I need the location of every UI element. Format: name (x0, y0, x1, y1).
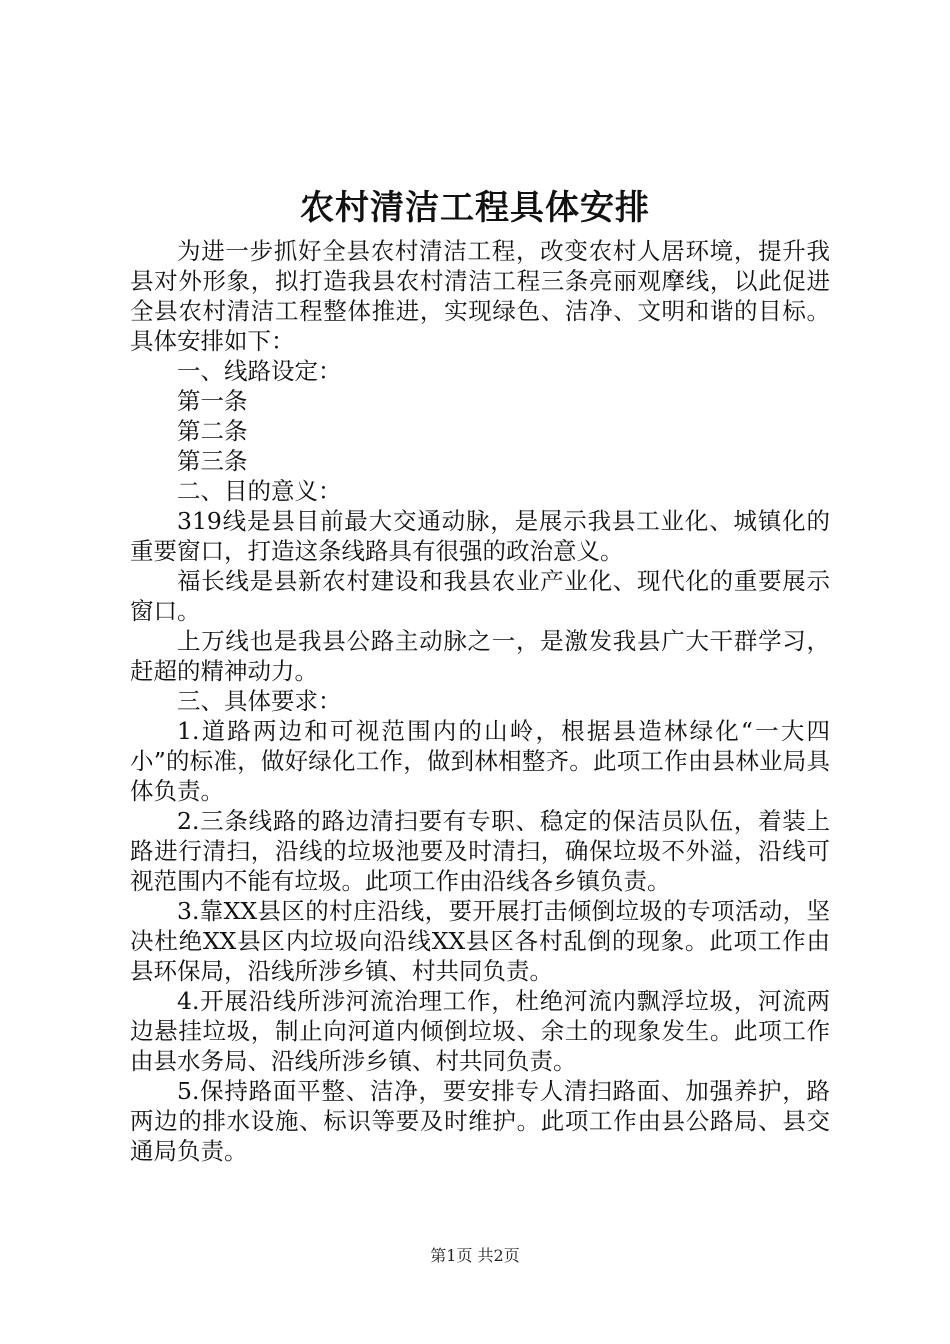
route-item-1: 第一条 (177, 387, 248, 415)
requirement-item-2: 2.三条线路的路边清扫要有专职、稳定的保洁员队伍，着装上路进行清扫，沿线的垃圾池要及时清扫，确保垃圾不外溢，沿线可视范围内不能有垃圾。此项工作由沿线各乡镇负责。 (130, 807, 830, 895)
requirement-item-1: 1.道路两边和可视范围内的山岭，根据县造林绿化“一大四小”的标准，做好绿化工作，做到林相整齐。此项工作由县林业局具体负责。 (130, 717, 830, 805)
document-title: 农村清洁工程具体安排 (300, 188, 650, 228)
purpose-paragraph-fuchang: 福长线是县新农村建设和我县农业产业化、现代化的重要展示窗口。 (130, 567, 830, 625)
section-heading-requirements: 三、具体要求： (177, 687, 342, 715)
route-item-3: 第三条 (177, 447, 248, 475)
requirement-item-4: 4.开展沿线所涉河流治理工作，杜绝河流内飘浮垃圾，河流两边悬挂垃圾，制止向河道内倾倒垃圾、余土的现象发生。此项工作由县水务局、沿线所涉乡镇、村共同负责。 (130, 987, 830, 1075)
page-footer: 第1页 共2页 (430, 1246, 520, 1265)
document-body (130, 236, 830, 1166)
requirement-item-5: 5.保持路面平整、洁净，要安排专人清扫路面、加强养护，路两边的排水设施、标识等要及时维护。此项工作由县公路局、县交通局负责。 (130, 1077, 830, 1165)
intro-paragraph: 为进一步抓好全县农村清洁工程，改变农村人居环境，提升我县对外形象，拟打造我县农村清洁工程三条亮丽观摩线，以此促进全县农村清洁工程整体推进，实现绿色、洁净、文明和谐的目标。具体安排如下： (130, 237, 830, 355)
requirement-item-3: 3.靠XX县区的村庄沿线，要开展打击倾倒垃圾的专项活动，坚决杜绝XX县区内垃圾向沿线XX县区各村乱倒的现象。此项工作由县环保局，沿线所涉乡镇、村共同负责。 (130, 897, 830, 985)
section-heading-route: 一、线路设定： (177, 357, 342, 385)
section-heading-purpose: 二、目的意义： (177, 477, 342, 505)
route-item-2: 第二条 (177, 417, 248, 445)
purpose-paragraph-shangwan: 上万线也是我县公路主动脉之一，是激发我县广大干群学习，赶超的精神动力。 (130, 627, 830, 685)
purpose-paragraph-319: 319线是县目前最大交通动脉，是展示我县工业化、城镇化的重要窗口，打造这条线路具有很强的政治意义。 (130, 507, 830, 565)
